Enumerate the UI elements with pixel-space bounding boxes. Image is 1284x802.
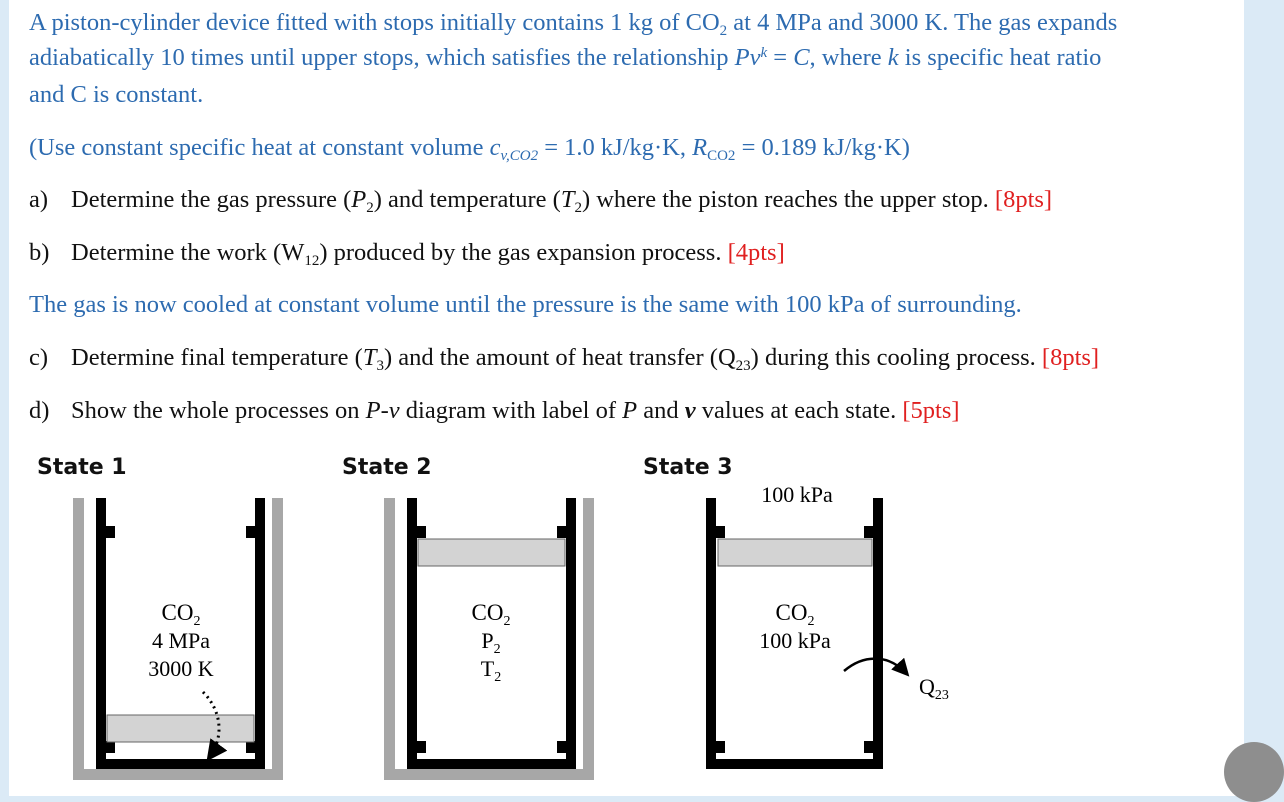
subscript: 2 (366, 200, 374, 216)
subscript: 2 (574, 200, 582, 216)
question-text: ) during this cooling process. (750, 344, 1042, 371)
given-text: = 1.0 kJ/kg·K, (538, 134, 693, 161)
piston (718, 539, 872, 566)
state-1-cylinder (73, 498, 283, 780)
intro-text: at 4 MPa and 3000 K. The gas expands (727, 9, 1118, 36)
lower-stop (864, 741, 873, 753)
subscript: CO2 (707, 148, 736, 164)
state-3-cylinder (706, 482, 949, 769)
state-3-title: State 3 (643, 455, 733, 480)
cooling-text: The gas is now cooled at constant volume until the pressure is the same with 100 kPa of surrounding. (29, 291, 1022, 318)
question-text: values at each state. (695, 397, 903, 424)
intro-text: is specific heat ratio (898, 44, 1102, 71)
cylinder-right-wall (255, 498, 265, 769)
lower-stop (106, 741, 115, 753)
pressure-label: $P_2$ (481, 628, 501, 657)
var-P: P (734, 44, 750, 71)
given-text: (Use constant specific heat at constant volume (29, 134, 490, 161)
cylinder-bottom (706, 759, 883, 769)
gas-label: $CO_2$ (471, 600, 511, 629)
upper-stop (557, 526, 566, 538)
cylinder-left-wall (706, 498, 716, 769)
question-text: and (637, 397, 685, 424)
cylinder-left-wall (407, 498, 417, 769)
piston (107, 715, 254, 742)
pressure-label: 4 MPa (151, 628, 211, 653)
question-b (29, 238, 785, 268)
upper-stop (246, 526, 255, 538)
pressure-label: 100 kPa (759, 628, 831, 653)
upper-stop (716, 526, 725, 538)
intro-text: adiabatically 10 times until upper stops, which satisfies the relationship (29, 44, 735, 71)
subscript: 23 (735, 358, 751, 374)
piston (418, 539, 565, 566)
question-text: Show the whole processes on (71, 397, 366, 424)
intro-line-2 (29, 43, 1101, 73)
state-2-title: State 2 (342, 455, 432, 480)
var-v: v (684, 397, 696, 424)
var-P: P (622, 397, 638, 424)
points-badge: [8pts] (1041, 344, 1100, 371)
points-badge: [4pts] (727, 239, 785, 266)
cylinder-right-wall (566, 498, 576, 769)
var-C: C (793, 44, 810, 71)
upper-stop (417, 526, 426, 538)
subscript: 2 (719, 23, 728, 39)
question-label: a) (29, 186, 49, 213)
intro-text: A piston-cylinder device fitted with stops initially contains 1 kg of CO (29, 9, 720, 36)
question-text: ) where the piston reaches the upper stop. (581, 186, 995, 213)
question-text: Determine the work (W (71, 239, 305, 266)
var-cv: c (489, 134, 501, 161)
question-text: ) and the amount of heat transfer (Q (383, 344, 736, 371)
var-v: v (749, 44, 761, 71)
var-T: T (560, 186, 575, 213)
question-text: Determine final temperature ( (71, 344, 363, 371)
subscript: 12 (304, 253, 320, 269)
question-text: Determine the gas pressure ( (71, 186, 352, 213)
upper-stop (106, 526, 115, 538)
scroll-button[interactable] (1224, 742, 1284, 802)
var-P: P (351, 186, 367, 213)
question-text: ) produced by the gas expansion process. (319, 239, 728, 266)
equals: = (767, 44, 794, 71)
surroundings-pressure-label: 100 kPa (761, 482, 833, 507)
var-k: k (887, 44, 899, 71)
subscript: 3 (376, 358, 384, 374)
cylinder-figure (9, 482, 1244, 796)
question-text: diagram with label of (399, 397, 623, 424)
lower-stop (246, 741, 255, 753)
var-T: T (362, 344, 377, 371)
points-badge: [5pts] (902, 397, 960, 424)
cylinder-right-wall (873, 498, 883, 769)
temperature-label: 3000 K (148, 656, 214, 681)
cylinder-bottom (96, 759, 265, 769)
intro-line-3: and C is constant. (29, 81, 204, 108)
intro-text: , where (809, 44, 888, 71)
given-line (29, 133, 910, 163)
gas-label: $CO_2$ (161, 600, 201, 629)
lower-stop (557, 741, 566, 753)
problem-page (9, 0, 1244, 796)
state-1-title: State 1 (37, 455, 127, 480)
question-label: b) (29, 239, 50, 266)
cylinder-left-wall (96, 498, 106, 769)
var-Pv: P-v (365, 397, 400, 424)
question-c (29, 343, 1099, 373)
state-2-cylinder (384, 498, 594, 780)
question-text: ) and temperature ( (373, 186, 561, 213)
cylinder-bottom (407, 759, 576, 769)
var-R: R (692, 134, 708, 161)
lower-stop (716, 741, 725, 753)
exponent-k: k (760, 45, 768, 61)
gas-label: $CO_2$ (775, 600, 815, 629)
heat-transfer-label: $Q_{23}$ (919, 674, 949, 703)
question-a (29, 185, 1052, 215)
question-label: d) (29, 397, 50, 424)
given-text: = 0.189 kJ/kg·K) (735, 134, 910, 161)
lower-stop (417, 741, 426, 753)
subscript: v,CO2 (500, 148, 539, 164)
question-d (29, 396, 960, 426)
points-badge: [8pts] (994, 186, 1053, 213)
upper-stop (864, 526, 873, 538)
temperature-label: $T_2$ (480, 656, 502, 685)
question-label: c) (29, 344, 49, 371)
intro-line-1 (29, 8, 1117, 38)
